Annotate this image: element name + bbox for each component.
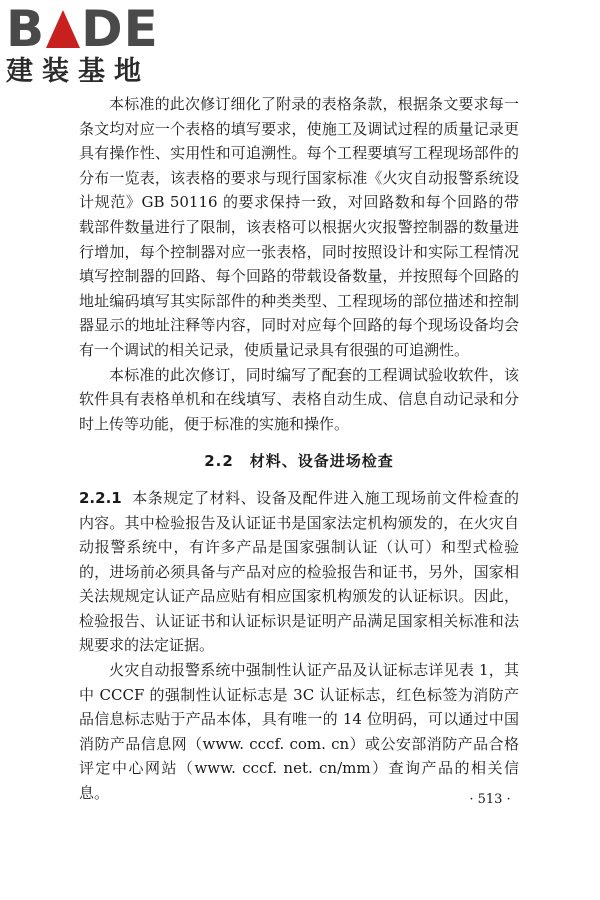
paragraph-certification-marks: 火灾自动报警系统中强制性认证产品及认证标志详见表 1，其中 CCCF 的强制性认证标志是 3C 认证标志，红色标签为消防产品信息标志贴于产品本体，具有唯一的 14 位明码，可以通过中国消防产品信息网（www. cccf. com. cn）或公安部消防产品合格评定中心网站（www. cccf. net. cn/mm）查询产品的相关信息。	[79, 661, 519, 803]
page-number: · 513 ·	[469, 792, 511, 807]
clause-2-2-1	[79, 486, 519, 658]
logo-wordmark	[6, 0, 176, 58]
clause-number: 2.2.1	[79, 488, 122, 507]
paragraph-revision-tables: 本标准的此次修订细化了附录的表格条款，根据条文要求每一条文均对应一个表格的填写要求，使施工及调试过程的质量记录更具有操作性、实用性和可追溯性。每个工程要填写工程现场部件的分布一览表，该表格的要求与现行国家标准《火灾自动报警系统设计规范》GB 50116 的要求保持一致，对回路数和每个回路的带载部件数量进行了限制，该表格可以根据火灾报警控制器的数量进行增加，每个控制器对应一张表格，同时按照设计和实际工程情况填写控制器的回路、每个回路的带载设备数量，并按照每个回路的地址编码填写其实际部件的种类类型、工程现场的部位描述和控制器显示的地址注释等内容，同时对应每个回路的每个现场设备均会有一个调试的相关记录，使质量记录具有很强的可追溯性。	[79, 95, 519, 359]
logo-chinese-name: 建装基地	[6, 56, 150, 87]
logo-letters-de: DE	[81, 0, 159, 58]
section-heading: 2.2 材料、设备进场检查	[204, 452, 394, 471]
logo-triangle-icon	[46, 10, 80, 48]
document-body	[79, 92, 519, 806]
brand-logo	[6, 0, 176, 88]
logo-letter-b: B	[6, 0, 46, 58]
clause-text: 本条规定了材料、设备及配件进入施工现场前文件检查的内容。其中检验报告及认证证书是国家法定机构颁发的，在火灾自动报警系统中，有许多产品是国家强制认证（认可）和型式检验的，进场前必须具备与产品对应的检验报告和证书，另外，国家相关法规规定认证产品应贴有相应国家机构颁发的认证标识。因此，检验报告、认证证书和认证标识是证明产品满足国家相关标准和法规要求的法定证据。	[79, 488, 519, 655]
paragraph-revision-software: 本标准的此次修订，同时编写了配套的工程调试验收软件，该软件具有表格单机和在线填写、表格自动生成、信息自动记录和分时上传等功能，便于标准的实施和操作。	[79, 365, 519, 433]
